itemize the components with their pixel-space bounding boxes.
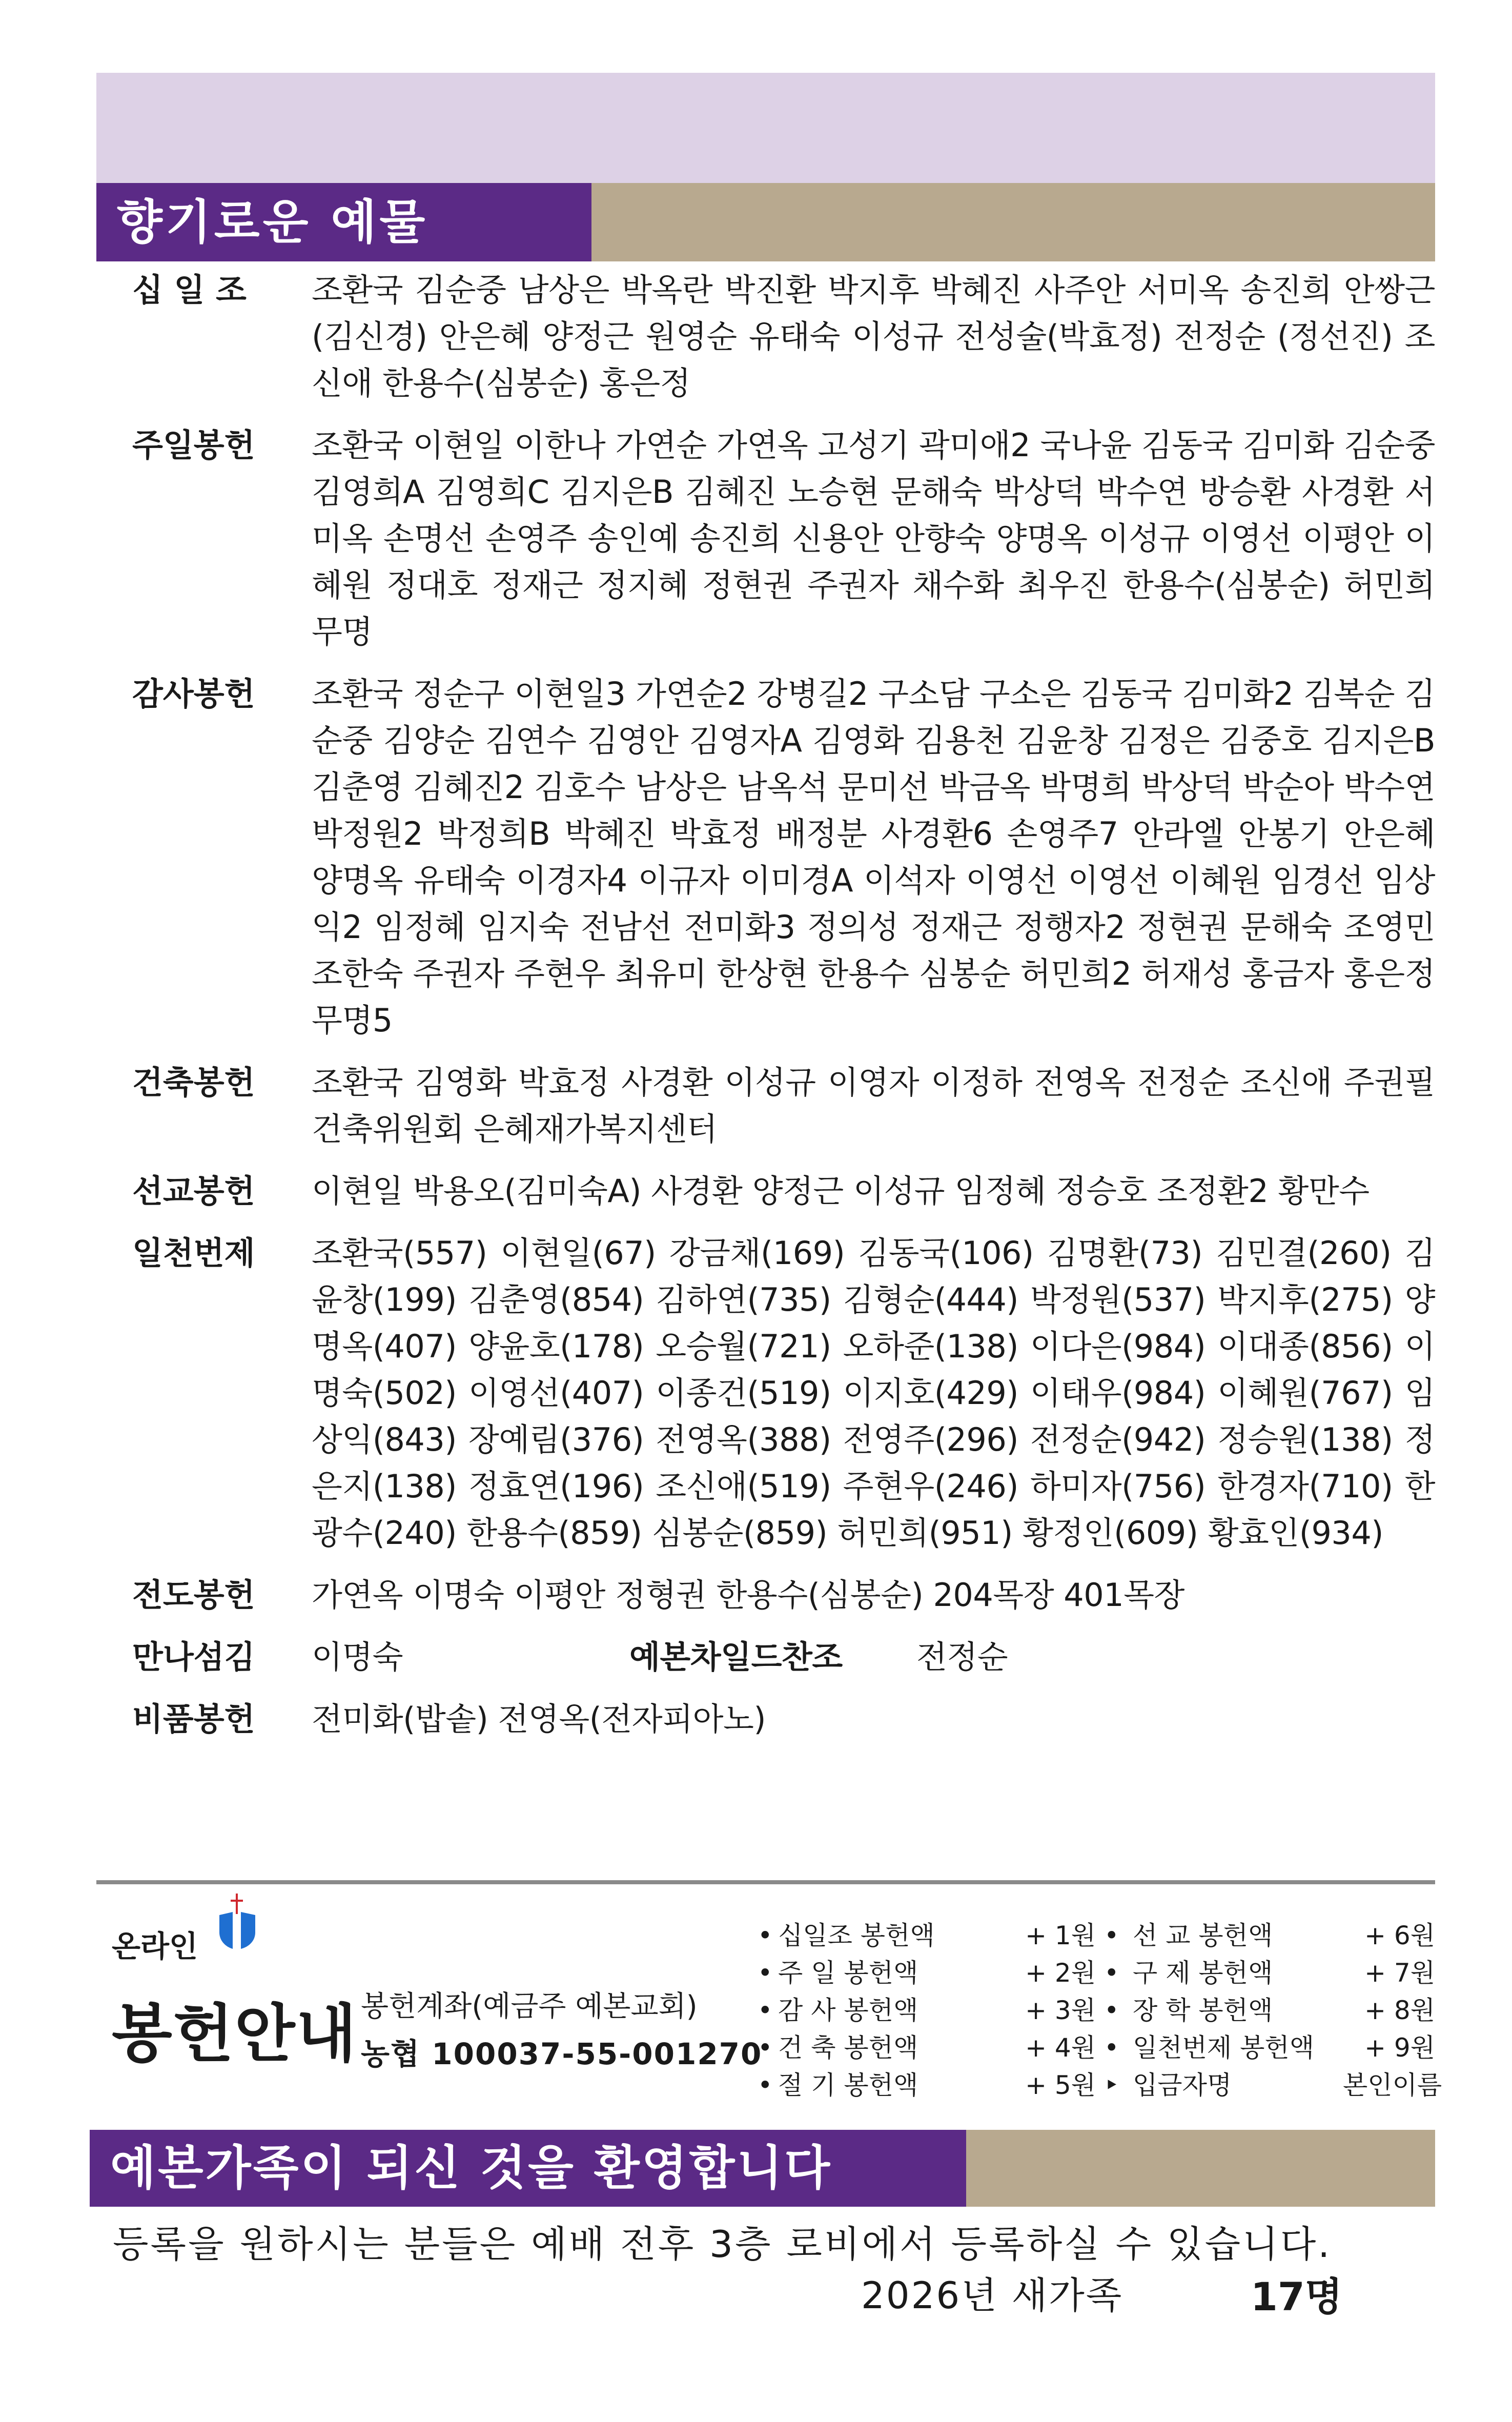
top-decorative-band: [96, 73, 1435, 183]
offering-row-thanks: [96, 670, 1435, 1044]
code-name: 감 사 봉헌액: [778, 1996, 918, 2025]
bullet: •: [1104, 2033, 1119, 2063]
offering-guide: [96, 1891, 1442, 2100]
row-names: 조환국 이현일 이한나 가연순 가연옥 고성기 곽미애2 국나윤 김동국 김미화 김순중 김영희A 김영희C 김지은B 김혜진 노승현 문해숙 박상덕 박수연 방승환 사경환 서미옥 손명선 손영주 송인예 송진희 신용안 안향숙 양명옥 이성규 이영선 이평안 이혜원 정대호 정재근 정지혜 정현권 주권자 채수화 최우진 한용수(심봉순) 허민희 무명: [312, 426, 1435, 650]
child-sponsor-label: 예본차일드찬조: [629, 1638, 843, 1676]
row-names: 조환국 정순구 이현일3 가연순2 강병길2 구소담 구소은 김동국 김미화2 김복순 김순중 김양순 김연수 김영안 김영자A 김영화 김용천 김윤창 김정은 김중호 김지은B 김춘영 김혜진2 김호수 남상은 남옥석 문미선 박금옥 박명희 박상덕 박순아 박수연 박정원2 박정희B 박혜진 박효정 배정분 사경환6 손영주7 안라엘 안봉기 안은혜 양명옥 유태숙 이경자4 이규자 이미경A 이석자 이영선 이영선 이혜원 임경선 임상익2 임정혜 임지숙 전남선 전미화3 정의성 정재근 정행자2 정현권 문해숙 조영민 조한숙 주권자 주현우 최유미 한상현 한용수 심봉순 허민희2 허재성 홍금자 홍은정 무명5: [312, 675, 1435, 1039]
row-names: 조환국(557) 이현일(67) 강금채(169) 김동국(106) 김명환(73) 김민결(260) 김윤창(199) 김춘영(854) 김하연(735) 김형순(444) 박정원(537) 박지후(275) 양명옥(407) 양윤호(178) 오승월(721) 오하준(138) 이다은(984) 이대종(856) 이명숙(502) 이영선(407) 이종건(519) 이지호(429) 이태우(984) 이혜원(767) 임상익(843) 장예림(376) 전영옥(388) 전영주(296) 전정순(942) 정승원(138) 정은지(138) 정효연(196) 조신애(519) 주현우(246) 하미자(756) 한경자(710) 한광수(240) 한용수(859) 심봉순(859) 허민희(951) 황정인(609) 황효인(934): [312, 1234, 1435, 1552]
code-value: + 3원: [1025, 1996, 1096, 2025]
row-names: 이현일 박용오(김미숙A) 사경환 양정근 이성규 임정혜 정승호 조정환2 황만수: [312, 1172, 1370, 1210]
code-name: 입금자명: [1133, 2070, 1232, 2100]
code-line: [758, 1955, 1435, 1992]
account-number: 농협 100037-55-001270: [361, 2037, 763, 2071]
offering-row-goods: [96, 1696, 1435, 1742]
row-names: 가연옥 이명숙 이평안 정형권 한용수(심봉순) 204목장 401목장: [312, 1576, 1184, 1614]
offering-row-sunday: [96, 422, 1435, 655]
row-label: 전도봉헌: [132, 1576, 255, 1614]
new-family-label: 2026년 새가족: [861, 2274, 1123, 2317]
code-name: 십일조 봉헌액: [778, 1921, 935, 1950]
code-name: 일천번제 봉헌액: [1133, 2033, 1314, 2063]
code-value: + 8원: [1364, 1996, 1435, 2025]
offering-list: [96, 267, 1435, 1758]
online-label: 온라인: [112, 1929, 198, 1964]
code-line: [758, 1917, 1435, 1955]
bullet: •: [758, 2070, 773, 2100]
row-label: 선교봉헌: [132, 1172, 255, 1210]
code-name: 구 제 봉헌액: [1133, 1958, 1273, 1988]
row-label: 만나섬김: [132, 1638, 255, 1676]
row-label: 일천번제: [132, 1234, 255, 1272]
bullet: •: [1104, 1921, 1119, 1950]
section-title: 향기로운 예물: [96, 183, 591, 261]
welcome-title-accent: [966, 2130, 1435, 2207]
row-label: 감사봉헌: [132, 675, 255, 713]
offering-row-meal: [96, 1634, 1435, 1680]
bullet: •: [758, 2033, 773, 2063]
row-names: 조환국 김영화 박효정 사경환 이성규 이영자 이정하 전영옥 전정순 조신애 주권필 건축위원회 은혜재가복지센터: [312, 1064, 1435, 1148]
row-label: 비품봉헌: [132, 1700, 255, 1738]
bullet: •: [1104, 1996, 1119, 2025]
code-value: + 9원: [1364, 2033, 1435, 2063]
code-value: + 5원: [1025, 2070, 1096, 2100]
church-logo-icon: [214, 1891, 260, 1953]
meal-row-content: [312, 1634, 1435, 1680]
bullet: •: [758, 1921, 773, 1950]
meal-sponsor: 이명숙: [312, 1638, 403, 1676]
row-label: 주일봉헌: [132, 426, 255, 464]
row-label: 건축봉헌: [132, 1064, 255, 1101]
code-value: 본인이름: [1343, 2070, 1442, 2100]
welcome-title: 예본가족이 되신 것을 환영합니다: [90, 2130, 966, 2207]
offering-row-thousand: [96, 1230, 1435, 1556]
code-name: 선 교 봉헌액: [1133, 1921, 1273, 1950]
row-names: 조환국 김순중 남상은 박옥란 박진환 박지후 박혜진 사주안 서미옥 송진희 안쌍근(김신경) 안은혜 양정근 원영순 유태숙 이성규 전성술(박효정) 전정순 (정선진) 조신애 한용수(심봉순) 홍은정: [312, 271, 1435, 402]
section-divider: [96, 1880, 1435, 1884]
code-value: + 6원: [1364, 1921, 1435, 1950]
code-name: 건 축 봉헌액: [778, 2033, 918, 2063]
code-name: 장 학 봉헌액: [1133, 1996, 1273, 2025]
code-value: + 4원: [1025, 2033, 1096, 2063]
code-value: + 7원: [1364, 1958, 1435, 1988]
code-line: [758, 2067, 1442, 2104]
account-holder: 봉헌계좌(예금주 예본교회): [361, 1990, 698, 2023]
bullet: •: [758, 1958, 773, 1988]
section-title-accent: [591, 183, 1435, 261]
welcome-text: 등록을 원하시는 분들은 예배 전후 3층 로비에서 등록하실 수 있습니다.: [113, 2223, 1332, 2266]
row-label: 십 일 조: [132, 271, 247, 309]
code-name: 절 기 봉헌액: [778, 2070, 918, 2100]
new-family-count: 17명: [1251, 2274, 1343, 2319]
deposit-code-list: [758, 1917, 1442, 2104]
code-line: [758, 2029, 1435, 2067]
bullet: •: [1104, 1958, 1119, 1988]
code-value: + 1원: [1025, 1921, 1096, 1950]
bullet: •: [758, 1996, 773, 2025]
offering-row-building: [96, 1059, 1435, 1152]
code-value: + 2원: [1025, 1958, 1096, 1988]
child-sponsor-name: 전정순: [916, 1638, 1008, 1676]
offering-guide-title: 봉헌안내: [112, 1998, 358, 2070]
row-names: 전미화(밥솥) 전영옥(전자피아노): [312, 1700, 766, 1738]
bullet: ‣: [1104, 2070, 1119, 2100]
code-line: [758, 1992, 1435, 2029]
offering-row-evangelism: [96, 1572, 1435, 1618]
offering-row-tithe: [96, 267, 1435, 406]
offering-row-mission: [96, 1168, 1435, 1214]
code-name: 주 일 봉헌액: [778, 1958, 918, 1988]
